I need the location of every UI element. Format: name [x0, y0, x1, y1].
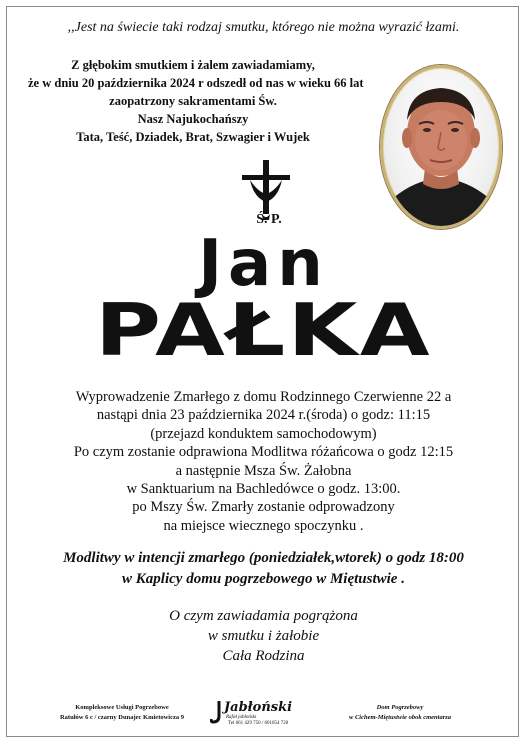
details-line: (przejazd konduktem samochodowym)	[150, 425, 377, 442]
footer-home	[315, 703, 485, 723]
details-line: Po czym zostanie odprawiona Modlitwa różańcowa o godz 12:15	[73, 444, 454, 461]
brand-owner: Rafał jabłoński	[226, 715, 257, 720]
prayer-line: Modlitwy w intencji zmarłego (poniedziałek,wtorek) o godz 18:00	[63, 550, 464, 566]
sp-label: Ś. P.	[256, 212, 282, 227]
family-line: Cała Rodzina	[222, 648, 305, 664]
details-line: w Sanktuarium na Bachledówce o godz. 13:00.	[126, 481, 401, 498]
portrait-illustration	[383, 68, 499, 226]
family-line: O czym zawiadamia pogrążona	[169, 608, 358, 624]
brand-name: Jabłoński	[224, 700, 293, 715]
family-line: w smutku i żałobie	[207, 628, 320, 644]
footer-right-line: w Cichem-Miętustwie obok cmentarza	[348, 714, 452, 721]
announcement-intro	[28, 56, 364, 146]
brand-phones: Tel 661 429 750 / 601054 720	[228, 721, 289, 726]
details-line: a następnie Msza Św. Żałobna	[175, 462, 352, 479]
deceased-portrait	[380, 65, 502, 229]
prayer-line: w Kaplicy domu pogrzebowego w Miętustwie .	[122, 571, 405, 587]
intro-line: Z głębokim smutkiem i żalem zawiadamiamy,	[71, 58, 315, 72]
details-line: na miejsce wiecznego spoczynku .	[163, 517, 364, 534]
details-line: Wyprowadzenie Zmarłego z domu Rodzinnego Czerwienne 22 a	[75, 389, 452, 405]
funeral-details	[0, 388, 527, 535]
intro-line: Nasz Najukochańszy	[137, 112, 249, 126]
prayer-notice	[0, 548, 527, 590]
family-signature	[0, 606, 527, 666]
intro-line: że w dniu 20 października 2024 r odszedł od nas w wieku 66 lat	[28, 76, 364, 90]
footer-left-line: Ratułów 6 c / czarny Dunajec Kmietowicza 9	[59, 714, 184, 721]
funeral-home-logo	[210, 700, 320, 727]
brand-mark-icon	[210, 700, 224, 724]
surname: PAŁKA	[94, 288, 433, 372]
details-line: nastąpi dnia 23 października 2024 r.(środa) o godz: 11:15	[96, 407, 431, 424]
footer-services	[42, 703, 202, 723]
footer-right-line: Dom Pogrzebowy	[376, 704, 424, 711]
first-name: Jan	[198, 227, 329, 301]
intro-line: Tata, Teść, Dziadek, Brat, Szwagier i Wujek	[76, 130, 310, 144]
opening-quote: ,,Jest na świecie taki rodzaj smutku, którego nie można wyrazić łzami.	[67, 20, 460, 35]
footer-left-line: Kompleksowe Usługi Pogrzebowe	[75, 704, 169, 711]
details-line: po Mszy Św. Zmarły zostanie odprowadzony	[132, 499, 395, 516]
intro-line: zaopatrzony sakramentami Św.	[109, 94, 277, 108]
